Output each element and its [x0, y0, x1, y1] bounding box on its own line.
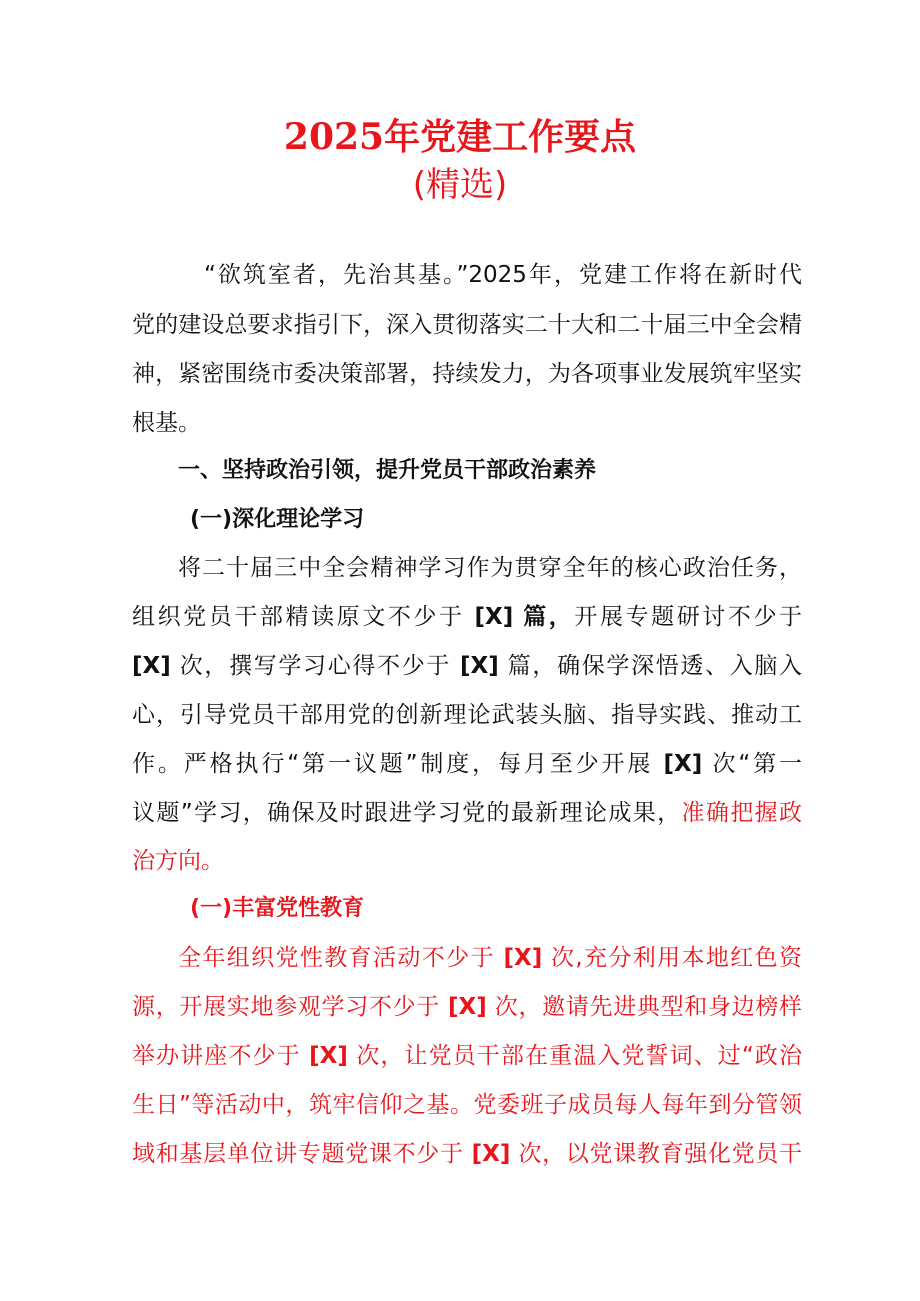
study-line-2-c: 篇，: [523, 604, 575, 630]
study-line-2-a: 组织党员干部精读原文不少于: [132, 604, 465, 630]
placeholder-x: [X]: [460, 653, 499, 679]
study-line-5-c: 次“第一: [712, 751, 803, 777]
subsection-heading-study: (一)深化理论学习: [190, 507, 365, 532]
study-line-3: [132, 651, 802, 681]
education-line-2-c: 次，邀请先进典型和身边榜样: [494, 994, 803, 1020]
intro-line-2: 党的建设总要求指引下，深入贯彻落实二十大和二十届三中全会精: [132, 312, 802, 338]
intro-line-1: “欲筑室者，先治其基。”2025年，党建工作将在新时代: [204, 262, 802, 288]
placeholder-x: [X]: [132, 653, 171, 679]
intro-line-4: 根基。: [132, 410, 201, 436]
education-line-1: [132, 943, 802, 973]
placeholder-x: [X]: [471, 1141, 511, 1167]
study-line-5: [132, 749, 802, 779]
education-line-5-a: 域和基层单位讲专题党课不少于: [132, 1141, 464, 1167]
study-line-2: [132, 602, 802, 632]
education-line-5-c: 次，以党课教育强化党员干: [518, 1141, 803, 1167]
placeholder-x: [X]: [663, 751, 703, 777]
placeholder-x: [X]: [474, 604, 514, 630]
education-line-3: [132, 1041, 802, 1071]
intro-line-3: 神，紧密围绕市委决策部署，持续发力，为各项事业发展筑牢坚实: [132, 361, 802, 387]
placeholder-x: [X]: [309, 1043, 348, 1069]
subsection-heading-education: (一)丰富党性教育: [190, 896, 365, 921]
study-line-3-d: 篇，确保学深悟透、入脑入: [507, 653, 803, 679]
study-line-5-a: 作。严格执行“第一议题”制度，每月至少开展: [132, 751, 654, 777]
study-line-6-a: 议题”学习，确保及时跟进学习党的最新理论成果，: [132, 800, 682, 826]
study-line-2-d: 开展专题研讨不少于: [574, 604, 803, 630]
education-line-5: [132, 1139, 802, 1169]
education-line-1-a: 全年组织党性教育活动不少于: [178, 945, 495, 971]
study-line-1: 将二十届三中全会精神学习作为贯穿全年的核心政治任务，: [178, 555, 802, 581]
education-line-2-a: 源，开展实地参观学习不少于: [132, 994, 440, 1020]
placeholder-x: [X]: [503, 945, 543, 971]
study-line-6: [132, 798, 802, 828]
document-subtitle: (精选): [412, 165, 508, 205]
education-line-4: 生日”等活动中，筑牢信仰之基。党委班子成员每人每年到分管领: [132, 1092, 802, 1118]
study-line-4: 心，引导党员干部用党的创新理论武装头脑、指导实践、推动工: [132, 702, 802, 728]
education-line-3-c: 次，让党员干部在重温入党誓词、过“政治: [356, 1043, 803, 1069]
education-line-1-c: 次,充分利用本地红色资: [550, 945, 803, 971]
education-line-2: [132, 992, 802, 1022]
section-heading-1: 一、坚持政治引领，提升党员干部政治素养: [178, 458, 597, 483]
study-line-7: 治方向。: [132, 848, 224, 874]
study-line-6-red: 准确把握政: [681, 800, 803, 826]
study-line-3-b: 次，撰写学习心得不少于: [179, 653, 452, 679]
education-line-3-a: 举办讲座不少于: [132, 1043, 301, 1069]
document-title: 2025年党建工作要点: [283, 116, 637, 158]
placeholder-x: [X]: [447, 994, 487, 1020]
